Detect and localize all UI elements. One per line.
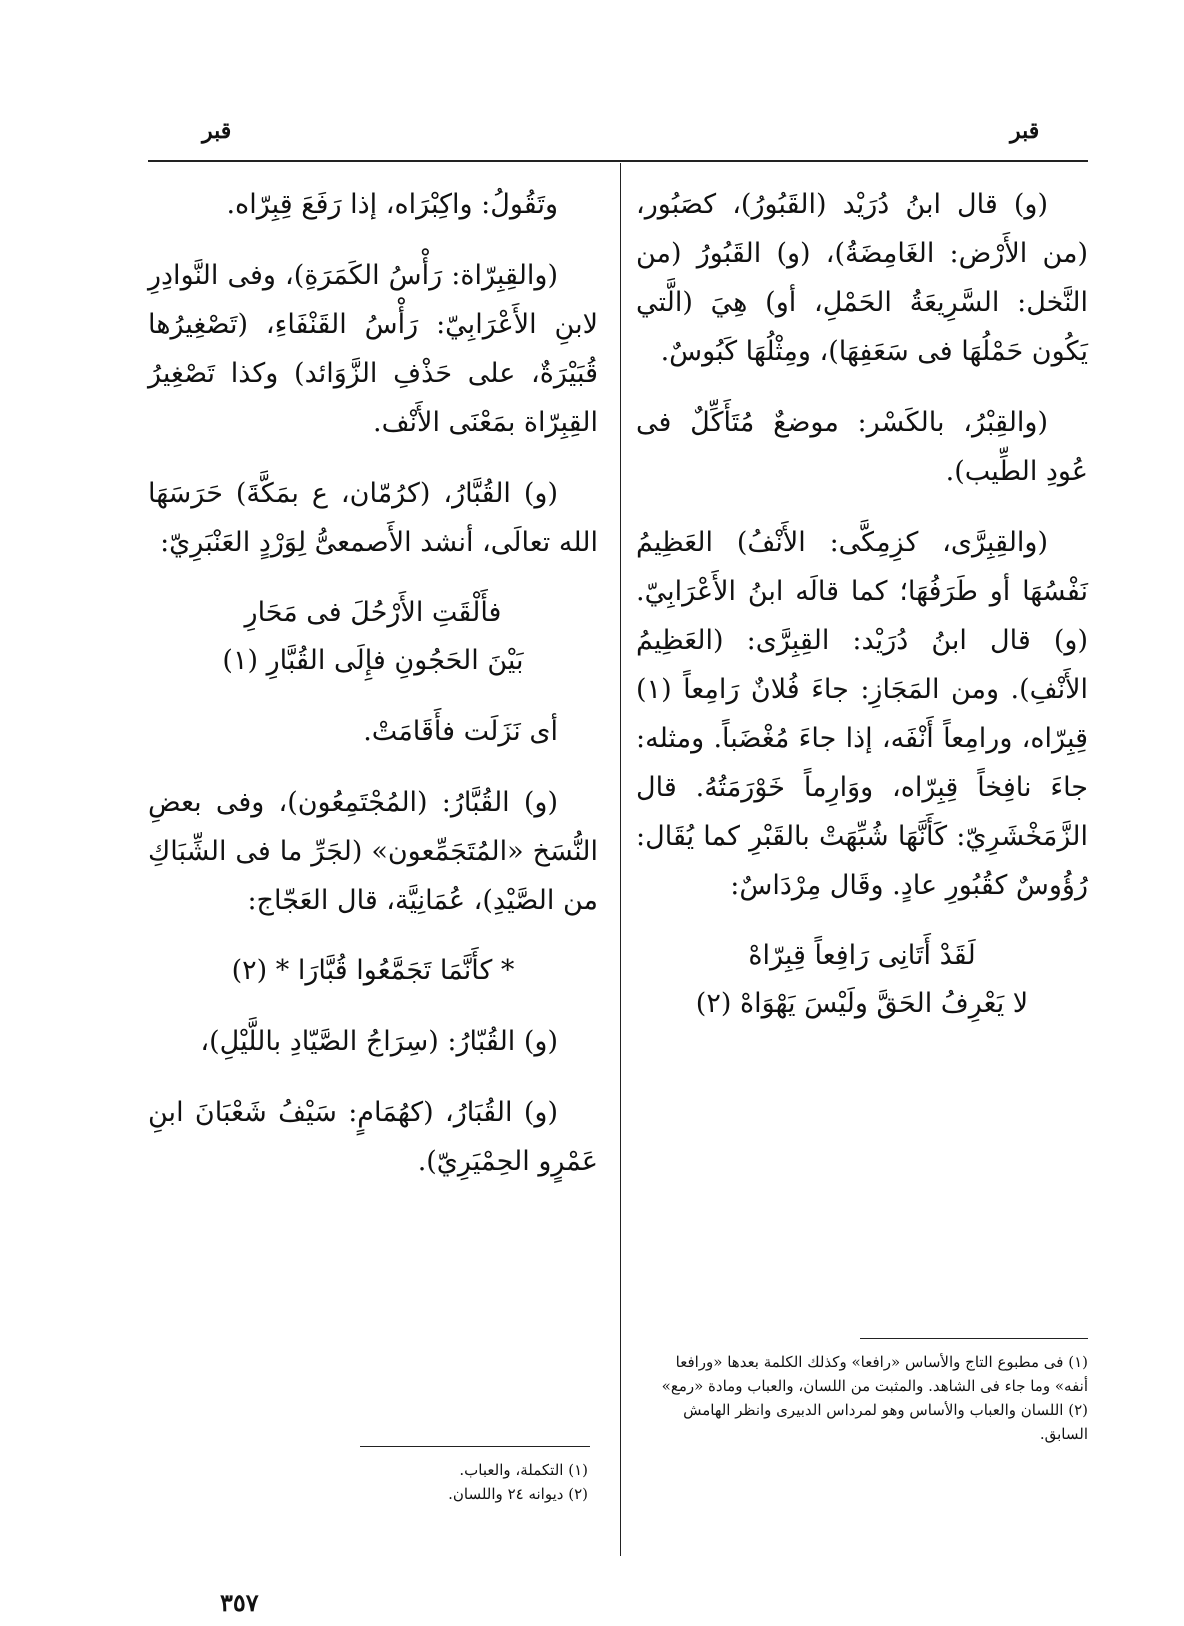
verse-line: بَيْنَ الحَجُونِ فإِلَى القُبَّارِ (١) [222, 645, 524, 676]
entry-paragraph: (والقِبِرَّى، كزِمِكَّى: الأَنْفُ) العَظِيمُ نَفْسُهَا أو طَرَفُهَا؛ كما قالَه ابنُ الأَعْرَابِيّ. (و) قال ابنُ دُرَيْد: القِبِرَّى: (العَظِيمُ الأَنْفِ). ومن المَجَازِ: جاءَ فُلانٌ رَامِعاً (١) قِبِرّاه، ورامِعاً أَنْفَه، إذا جاءَ مُغْضَباً. ومثله: جاءَ نافِخاً قِبِرّاه، ووَارِماً خَوْرَمَتُهُ. قال الزَّمَخْشَرِيّ: كَأَنَّهَا شُبِّهَتْ بالقَبْرِ كما يُقَال: رُؤُوسٌ كقُبُورِ عادٍ. وقَال مِرْدَاسٌ: [636, 527, 1088, 901]
column-divider [620, 163, 621, 1556]
running-header-left: قبر [202, 118, 232, 144]
running-header-right: قبر [1010, 118, 1040, 144]
entry-paragraph: (والقِبِرّاة: رَأْسُ الكَمَرَةِ)، وفى النَّوادِرِ لابنِ الأَعْرَابِيّ: رَأْسُ القَنْفَاءِ، (تَصْغِيرُها قُبَيْرَةٌ، على حَذْفِ الزَّوَائد) وكذا تَصْغِيرُ القِبِرّاة بمَعْنَى الأَنْف. [148, 260, 598, 438]
entry-paragraph: (و) القُبَّارُ، (كرُمّان، ع بمَكَّةَ) حَرَسَهَا الله تعالَى، أنشد الأَصمعىُّ لِوَرْدٍ العَنْبَرِيّ: [148, 478, 598, 558]
left-column [148, 180, 598, 1208]
footnotes-left [360, 1458, 588, 1506]
entry-paragraph: (و) القُبَارُ، (كهُمَامٍ: سَيْفُ شَعْبَانَ ابنِ عَمْرٍو الحِمْيَرِيّ). [148, 1097, 598, 1177]
entry-paragraph: أى نَزَلَت فأَقَامَتْ. [363, 716, 558, 747]
footnote-rule-left [360, 1446, 590, 1447]
verse-block [636, 932, 1088, 1028]
entry-paragraph: (و) قال ابنُ دُرَيْد (القَبُورُ)، كصَبُور، (من الأَرْض: الغَامِضَةُ)، (و) القَبُورُ (من النَّخل: السَّرِيعَةُ الحَمْلِ، أو) هِيَ (الَّتي يَكُون حَمْلُهَا فى سَعَفِهَا)، ومِثْلُهَا كَبُوسٌ. [636, 189, 1088, 367]
footnote: (١) فى مطبوع التاج والأساس «رافعا» وكذلك الكلمة بعدها «ورافعا أنفه» وما جاء فى الشاهد. والمثبت من اللسان، والعباب ومادة «رمع» [661, 1353, 1088, 1395]
footnotes-right [646, 1350, 1088, 1446]
footnote-rule-right [860, 1338, 1088, 1339]
page-number: ٣٥٧ [220, 1588, 259, 1617]
verse-line: لا يَعْرِفُ الحَقَّ ولَيْسَ يَهْوَاهْ (٢) [695, 988, 1029, 1019]
entry-paragraph: وتَقُولُ: واكِبْرَاه، إذا رَفَعَ قِبِرّاه. [226, 189, 558, 220]
verse-block [148, 589, 598, 685]
right-column [636, 180, 1088, 1050]
verse-line: * كأَنَّمَا تَجَمَّعُوا قُبَّارَا * (٢) [231, 955, 515, 986]
entry-paragraph: (و) القُبَّارُ: (المُجْتَمِعُون)، وفى بعضِ النُّسَخ «المُتَجَمِّعون» (لجَرِّ ما فى الشِّبَاكِ من الصَّيْدِ)، عُمَانِيَّة، قال العَجّاج: [148, 787, 598, 916]
header-rule [148, 160, 1088, 162]
verse-block [148, 947, 598, 995]
footnote: (٢) ديوانه ٢٤ واللسان. [448, 1485, 588, 1503]
verse-line: لَقَدْ أَتَانِى رَافِعاً قِبِرّاهْ [748, 940, 976, 971]
entry-paragraph: (و) القُبّارُ: (سِرَاجُ الصَّيّادِ باللَّيْلِ)، [200, 1026, 558, 1057]
verse-line: فأَلْقَتِ الأَرْحُلَ فى مَحَارِ [244, 597, 502, 628]
footnote: (٢) اللسان والعباب والأساس وهو لمرداس الدبيرى وانظر الهامش السابق. [683, 1401, 1088, 1443]
entry-paragraph: (والقِبْرُ، بالكَسْر: موضعٌ مُتَأَكِّلٌ فى عُودِ الطِّيب). [636, 407, 1088, 487]
footnote: (١) التكملة، والعباب. [459, 1461, 588, 1479]
